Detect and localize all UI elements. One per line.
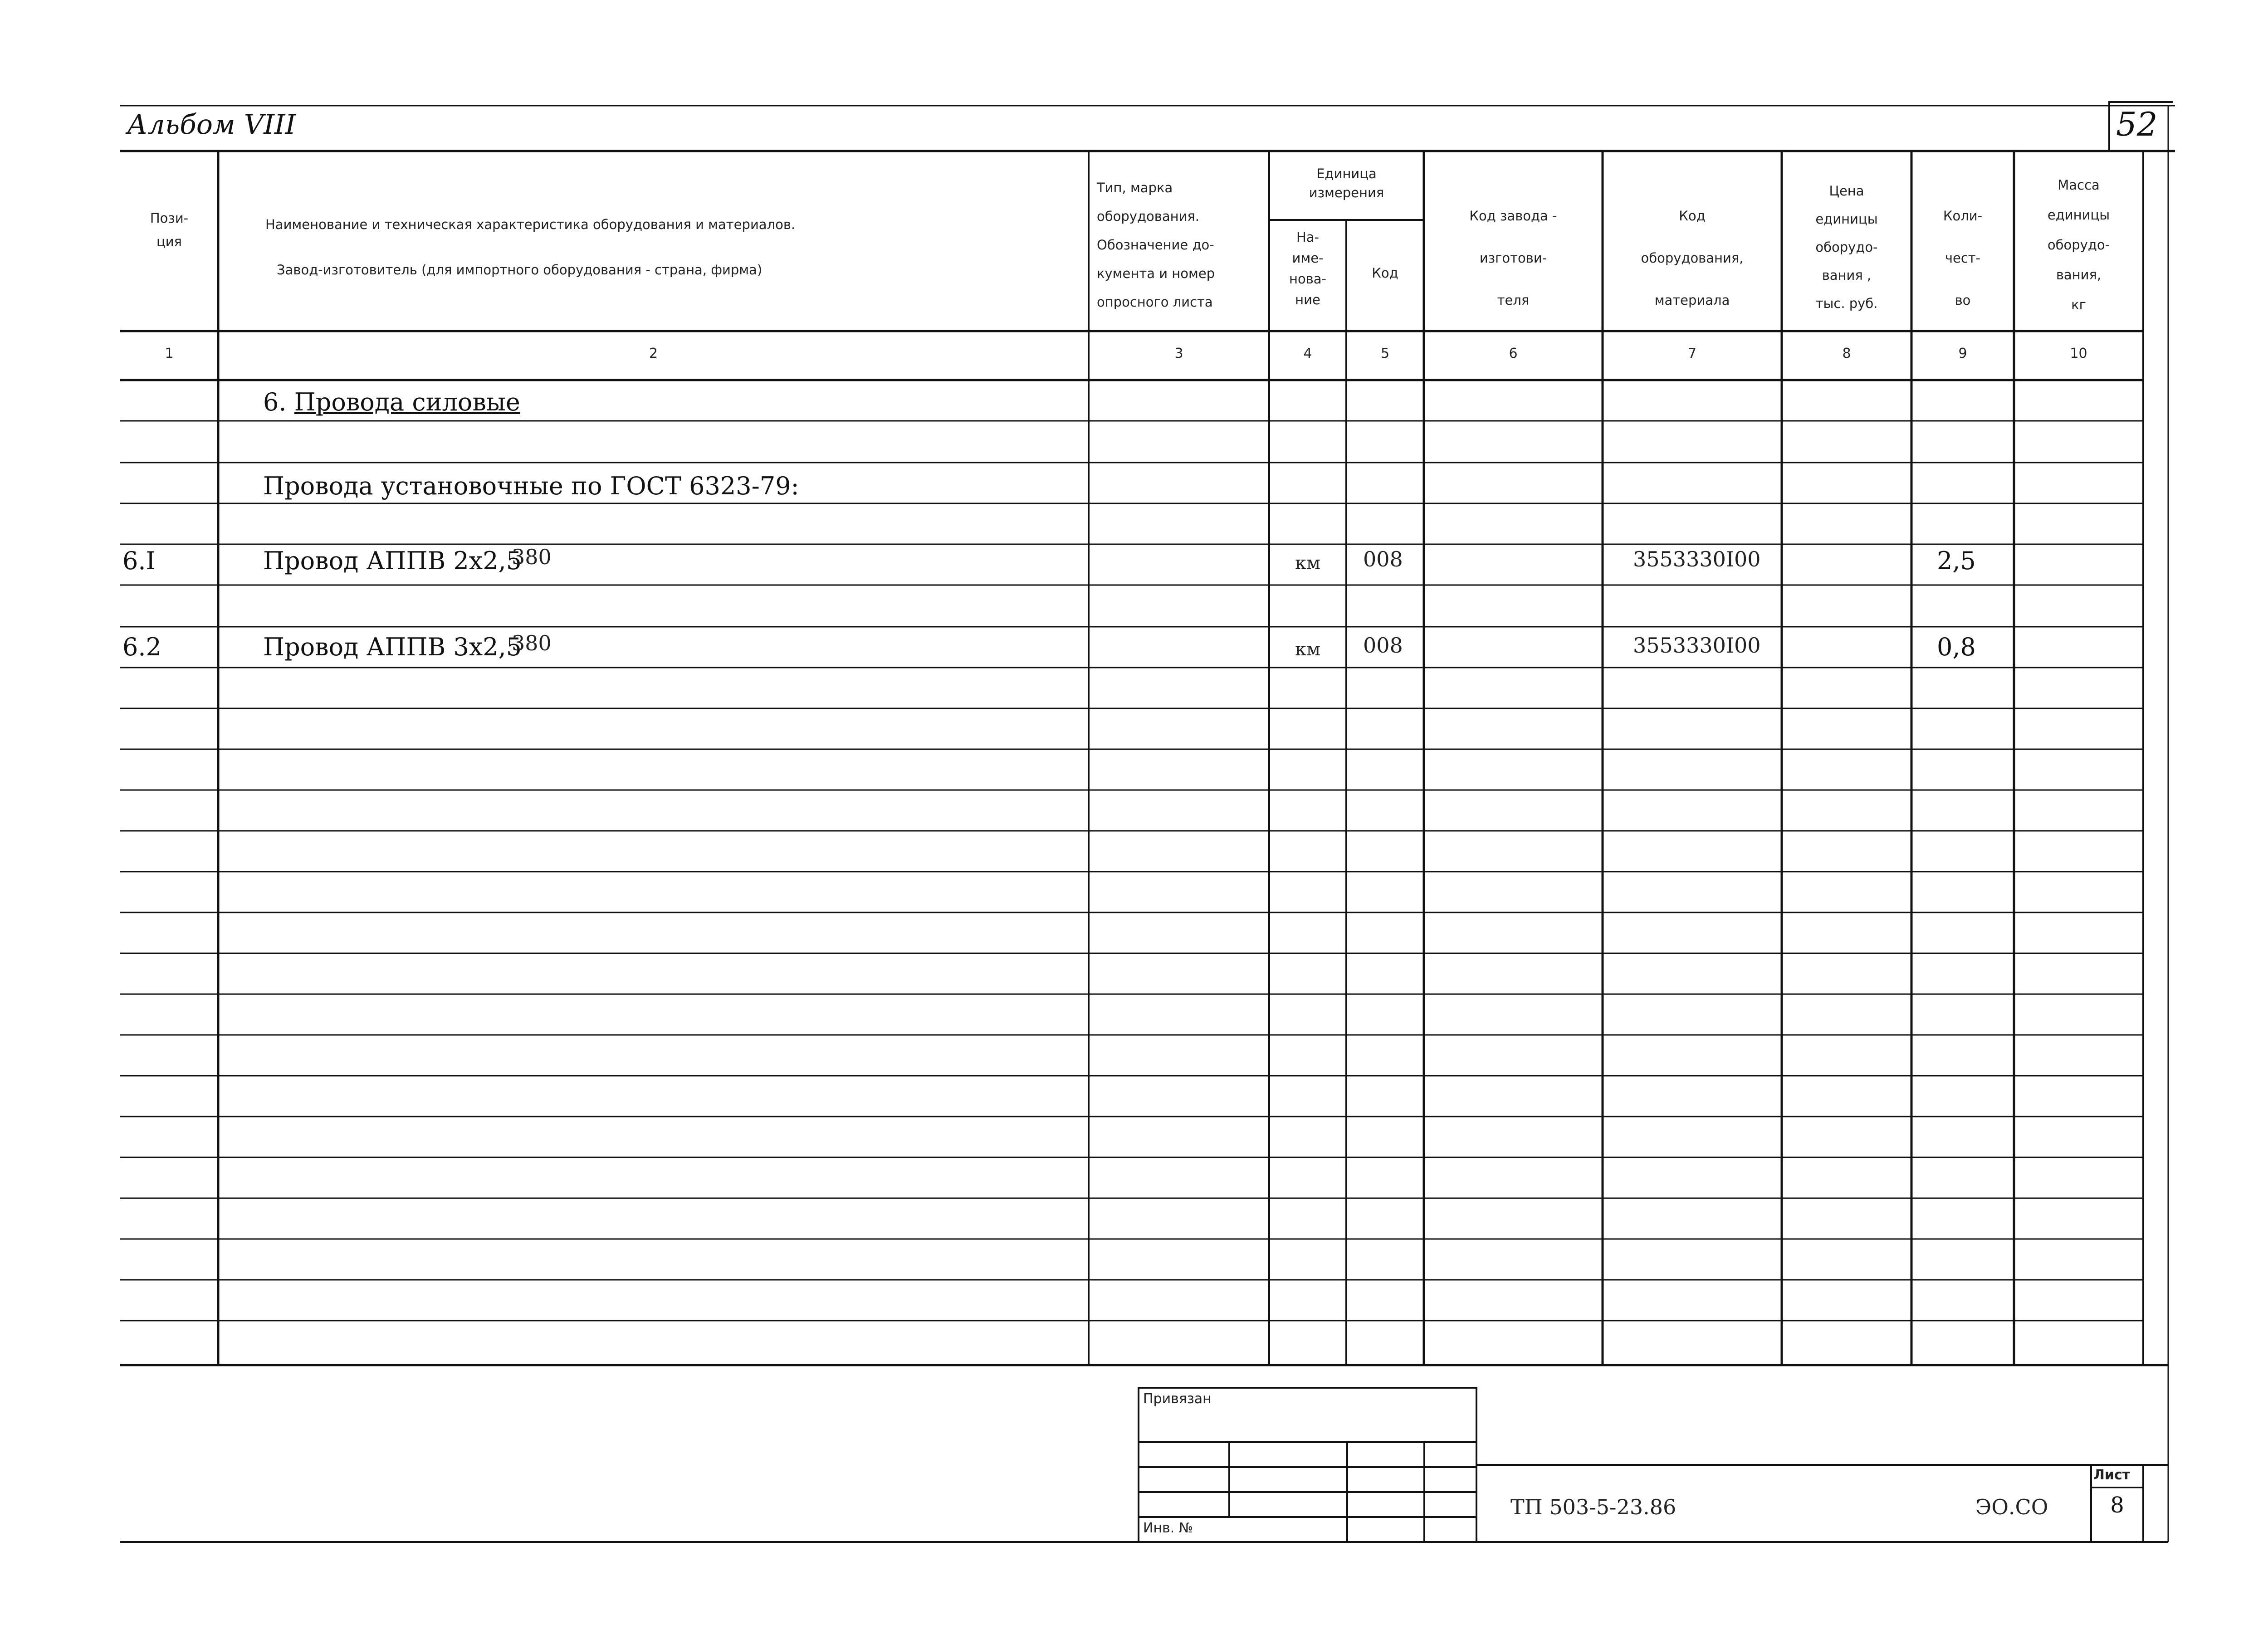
header-position: Пози- ция <box>150 210 189 249</box>
row-voltage: 380 <box>512 631 552 655</box>
column-number: 9 <box>1958 346 1967 361</box>
row-unit: км <box>1295 553 1321 574</box>
stamp-sheet-number: 8 <box>2110 1493 2124 1518</box>
row-position: 6.I <box>122 546 156 575</box>
section-heading <box>263 390 520 415</box>
row-unit-code: 008 <box>1363 633 1403 658</box>
stamp-sheet-label: Лист <box>2093 1467 2131 1483</box>
column-number: 1 <box>165 346 174 361</box>
header-mass: Масса единицы оборудо- вания, кг <box>2047 177 2110 312</box>
header-factory-code: Код завода - изготови- теля <box>1469 208 1557 308</box>
row-name: Провод АППВ 2х2,5 <box>263 546 522 575</box>
row-quantity: 2,5 <box>1937 546 1976 575</box>
row-material-code: 3553330I00 <box>1633 547 1761 571</box>
row-position: 6.2 <box>122 633 161 661</box>
row-unit: км <box>1295 639 1321 660</box>
column-number: 6 <box>1509 346 1518 361</box>
column-number: 5 <box>1380 346 1390 361</box>
album-title: Альбом VIII <box>127 109 296 141</box>
header-name: Наименование и техническая характеристика оборудования и материалов. Завод-изготовитель (для импортного оборудования - страна, фирма) <box>265 217 796 278</box>
header-quantity: Коли- чест- во <box>1943 208 1983 308</box>
header-unit-name: На- име- нова- ние <box>1289 229 1327 307</box>
header-price: Цена единицы оборудо- вания , тыс. руб. <box>1815 183 1878 311</box>
stamp-inventory: Инв. № <box>1143 1520 1193 1536</box>
row-material-code: 3553330I00 <box>1633 633 1761 658</box>
header-unit: Единица измерения <box>1309 166 1384 200</box>
row-name: Провод АППВ 3х2,5 <box>263 633 522 661</box>
column-number: 7 <box>1687 346 1697 361</box>
row-voltage: 380 <box>512 545 552 569</box>
section-number: 6. <box>263 388 287 416</box>
stamp-section-code: ЭО.СО <box>1975 1495 2048 1519</box>
page-number: 52 <box>2116 105 2158 143</box>
column-number: 10 <box>2070 346 2087 361</box>
header-material-code: Код оборудования, материала <box>1641 208 1744 308</box>
row-unit-code: 008 <box>1363 547 1403 571</box>
column-number: 4 <box>1303 346 1312 361</box>
row-quantity: 0,8 <box>1937 633 1976 661</box>
section-title: Провода силовые <box>294 388 520 416</box>
column-number: 8 <box>1842 346 1851 361</box>
header-unit-code: Код <box>1372 265 1398 281</box>
stamp-privyazan: Привязан <box>1143 1391 1212 1407</box>
header-type: Тип, марка оборудования. Обозначение до- кумента и номер опросного листа <box>1097 180 1215 310</box>
column-number: 3 <box>1174 346 1183 361</box>
subheading: Провода установочные по ГОСТ 6323-79: <box>263 472 799 500</box>
column-number: 2 <box>649 346 658 361</box>
stamp-document-code: ТП 503-5-23.86 <box>1510 1495 1677 1519</box>
